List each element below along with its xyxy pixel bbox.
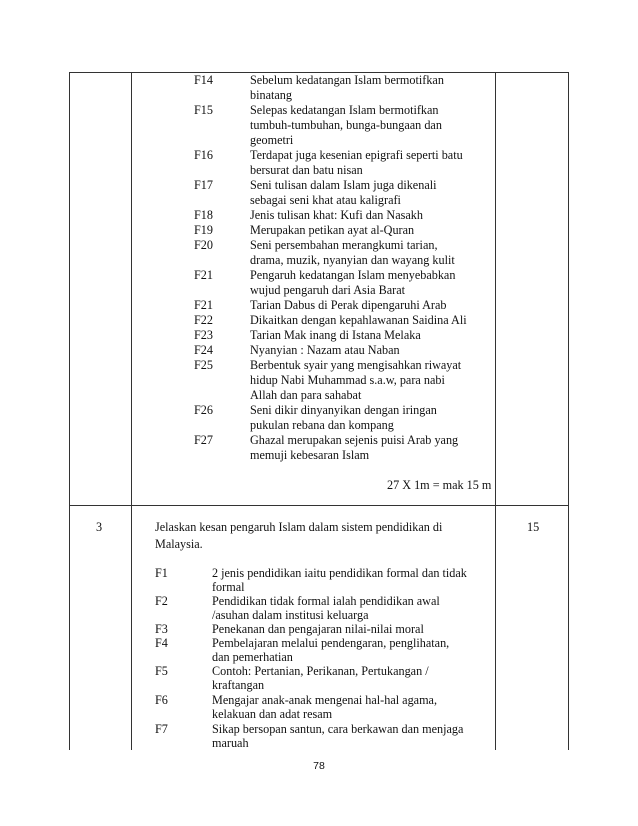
marks-total: 27 X 1m = mak 15 m — [387, 478, 492, 492]
list-item-text: Seni dikir dinyanyikan dengan iringan — [250, 403, 437, 417]
list-item-code: F2 — [155, 594, 168, 608]
list-item-text: bersurat dan batu nisan — [250, 163, 363, 177]
list-item-text: sebagai seni khat atau kaligrafi — [250, 193, 401, 207]
list-item-code: F25 — [194, 358, 213, 372]
list-item-code: F26 — [194, 403, 213, 417]
list-item-text: drama, muzik, nyanyian dan wayang kulit — [250, 253, 455, 267]
list-item-text: /asuhan dalam institusi keluarga — [212, 608, 369, 622]
list-item-text: Mengajar anak-anak mengenai hal-hal agama, — [212, 693, 438, 707]
list-item-text: Dikaitkan dengan kepahlawanan Saidina Ali — [250, 313, 467, 327]
list-item-text: Pembelajaran melalui pendengaran, penglihatan, — [212, 636, 450, 650]
question-number: 3 — [96, 520, 103, 534]
list-item-code: F21 — [194, 268, 213, 282]
list-item-text: pukulan rebana dan kompang — [250, 418, 394, 432]
list-item-code: F23 — [194, 328, 213, 342]
list-item-text: formal — [212, 580, 245, 594]
list-item-text: maruah — [212, 736, 249, 750]
list-item-text: Contoh: Pertanian, Perikanan, Pertukangan / — [212, 664, 429, 678]
list-item-code: F18 — [194, 208, 213, 222]
list-item-code: F6 — [155, 693, 168, 707]
list-item-text: Penekanan dan pengajaran nilai-nilai moral — [212, 622, 424, 636]
list-item-code: F4 — [155, 636, 168, 650]
list-item-code: F15 — [194, 103, 213, 117]
list-item-text: tumbuh-tumbuhan, bunga-bungaan dan — [250, 118, 442, 132]
table-right-border — [568, 72, 569, 750]
row-divider — [69, 505, 569, 506]
list-item-code: F19 — [194, 223, 213, 237]
list-item-text: memuji kebesaran Islam — [250, 448, 370, 462]
list-item-text: dan pemerhatian — [212, 650, 293, 664]
list-item-text: 2 jenis pendidikan iaitu pendidikan formal dan tidak — [212, 566, 467, 580]
question-text: Malaysia. — [155, 537, 203, 551]
list-item-text: Terdapat juga kesenian epigrafi seperti batu — [250, 148, 463, 162]
list-item-text: geometri — [250, 133, 294, 147]
list-item-text: Tarian Dabus di Perak dipengaruhi Arab — [250, 298, 447, 312]
list-item-code: F22 — [194, 313, 213, 327]
list-item-text: binatang — [250, 88, 292, 102]
list-item-text: kraftangan — [212, 678, 265, 692]
list-item-text: Sebelum kedatangan Islam bermotifkan — [250, 73, 444, 87]
page-number: 78 — [313, 760, 325, 772]
list-item-code: F16 — [194, 148, 213, 162]
list-item-text: Jenis tulisan khat: Kufi dan Nasakh — [250, 208, 423, 222]
table-left-border — [69, 72, 70, 750]
list-item-text: Pendidikan tidak formal ialah pendidikan awal — [212, 594, 440, 608]
list-item-text: hidup Nabi Muhammad s.a.w, para nabi — [250, 373, 445, 387]
list-item-text: Merupakan petikan ayat al-Quran — [250, 223, 415, 237]
list-item-text: Sikap bersopan santun, cara berkawan dan menjaga — [212, 722, 464, 736]
list-item-text: Pengaruh kedatangan Islam menyebabkan — [250, 268, 456, 282]
column-divider-1 — [131, 72, 132, 750]
list-item-code: F1 — [155, 566, 168, 580]
list-item-text: kelakuan dan adat resam — [212, 707, 333, 721]
column-divider-2 — [495, 72, 496, 750]
list-item-code: F21 — [194, 298, 213, 312]
list-item-text: wujud pengaruh dari Asia Barat — [250, 283, 406, 297]
list-item-text: Allah dan para sahabat — [250, 388, 362, 402]
list-item-code: F14 — [194, 73, 213, 87]
list-item-text: Selepas kedatangan Islam bermotifkan — [250, 103, 439, 117]
list-item-text: Tarian Mak inang di Istana Melaka — [250, 328, 421, 342]
list-item-code: F3 — [155, 622, 168, 636]
list-item-code: F5 — [155, 664, 168, 678]
list-item-text: Seni tulisan dalam Islam juga dikenali — [250, 178, 437, 192]
list-item-code: F27 — [194, 433, 213, 447]
question-text: Jelaskan kesan pengaruh Islam dalam sistem pendidikan di — [155, 520, 443, 534]
list-item-code: F7 — [155, 722, 168, 736]
list-item-code: F17 — [194, 178, 213, 192]
list-item-text: Ghazal merupakan sejenis puisi Arab yang — [250, 433, 459, 447]
list-item-text: Berbentuk syair yang mengisahkan riwayat — [250, 358, 462, 372]
list-item-text: Nyanyian : Nazam atau Naban — [250, 343, 400, 357]
list-item-code: F24 — [194, 343, 213, 357]
question-marks: 15 — [527, 520, 540, 534]
list-item-code: F20 — [194, 238, 213, 252]
list-item-text: Seni persembahan merangkumi tarian, — [250, 238, 438, 252]
